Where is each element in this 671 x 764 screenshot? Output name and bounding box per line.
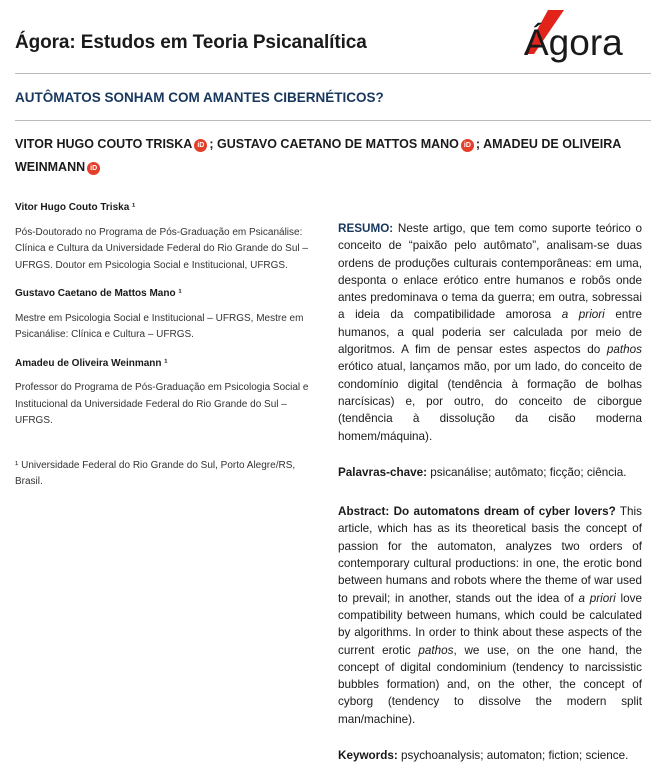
- orcid-icon[interactable]: iD: [461, 139, 474, 152]
- keywords: [338, 747, 642, 764]
- resumo-text: erótico atual, lançamos mão, por um lado, do conceito de condomínio digital (tendência à formação de bolhas narcísicas) e, por outro, do conceito de ciborgue (tendência à dissolução da cisão moderna homem/máquina).: [338, 360, 642, 443]
- affiliations: [15, 200, 320, 503]
- abstract-label: Abstract: Do automatons dream of cyber lovers?: [338, 505, 616, 519]
- resumo-emphasis: pathos: [606, 343, 642, 357]
- abstract-text: love compatibility between humans, which could be calculated by algorithms. In order to think about these aspects of the current erotic: [338, 591, 642, 657]
- article-title: AUTÔMATOS SONHAM COM AMANTES CIBERNÉTICOS?: [15, 90, 384, 105]
- author-separator: ;: [475, 137, 481, 151]
- author-list: [15, 133, 635, 179]
- resumo-text: Neste artigo, que tem como suporte teórico o conceito de “paixão pelo autômato”, analisam-se duas ordens de produções culturais contemporâneas: em uma, desponta o enlace erótico entre humanos e robôs onde antes predominava o tema da guerra; em outra, sobressai a ideia da compatibilidade amorosa: [338, 222, 642, 322]
- journal-logo: [520, 8, 650, 70]
- resumo-label: RESUMO:: [338, 222, 394, 235]
- resumo-text: entre humanos, a qual poderia ser calculada por meio de algoritmos. A fim de pensar estes aspectos do: [338, 308, 642, 357]
- abstract-text: This article, which has as its theoretical basis the concept of passion for the automaton, analyzes two orders of contemporary cultural productions: in one, the erotic bond between humans and robots where the theme of war used to prevail; in another, stands out the idea of: [338, 505, 642, 605]
- author-name: AMADEU DE OLIVEIRA WEINMANN: [15, 137, 621, 174]
- resumo-emphasis: a priori: [561, 308, 605, 322]
- keywords-text: psychoanalysis; automaton; fiction; science.: [397, 749, 629, 763]
- author-name: VITOR HUGO COUTO TRISKA: [15, 137, 193, 151]
- orcid-icon[interactable]: iD: [87, 162, 100, 175]
- keywords-label: Keywords:: [338, 749, 398, 763]
- abstract-paragraph: [338, 503, 642, 728]
- orcid-icon[interactable]: iD: [194, 139, 207, 152]
- affiliation-name: Vitor Hugo Couto Triska ¹: [15, 202, 136, 213]
- affiliation-name: Amadeu de Oliveira Weinmann ¹: [15, 357, 168, 369]
- title-divider: [15, 120, 651, 121]
- logo-text: Ágora: [524, 22, 623, 63]
- palavras-chave: [338, 464, 642, 481]
- palavras-text: psicanálise; autômato; ficção; ciência.: [427, 465, 627, 479]
- abstract-text: , we use, on the one hand, the concept of digital condominium (tendency to narcissistic bubbles formation) and, on the other, the concept of cyborg (tendency to dissolve the modern split man/machine).: [338, 643, 642, 726]
- affiliation-desc: Mestre em Psicologia Social e Institucional – UFRGS, Mestre em Psicanálise: Clínica e Cultura – UFRGS.: [15, 312, 304, 340]
- affiliation-desc: Professor do Programa de Pós-Graduação em Psicologia Social e Institucional da Universidade Federal do Rio Grande do Sul – UFRGS.: [15, 382, 309, 426]
- palavras-label: Palavras-chave:: [338, 465, 428, 479]
- affiliation-name: Gustavo Caetano de Mattos Mano ¹: [15, 288, 182, 299]
- header-divider: [15, 73, 651, 74]
- abstract-emphasis: a priori: [578, 591, 616, 605]
- footnote: ¹ Universidade Federal do Rio Grande do Sul, Porto Alegre/RS, Brasil.: [15, 459, 296, 487]
- abstract-column: [338, 220, 642, 764]
- affiliation-desc: Pós-Doutorado no Programa de Pós-Graduação em Psicanálise: Clínica e Cultura da Universidade Federal do Rio Grande do Sul – UFRGS. Doutor em Psicologia Social e Institucional, UFRGS.: [15, 226, 308, 271]
- journal-title: Ágora: Estudos em Teoria Psicanalítica: [15, 32, 367, 53]
- abstract-emphasis: pathos: [418, 643, 454, 657]
- resumo-paragraph: [338, 220, 642, 445]
- author-separator: ;: [209, 137, 214, 151]
- author-name: GUSTAVO CAETANO DE MATTOS MANO: [216, 137, 459, 151]
